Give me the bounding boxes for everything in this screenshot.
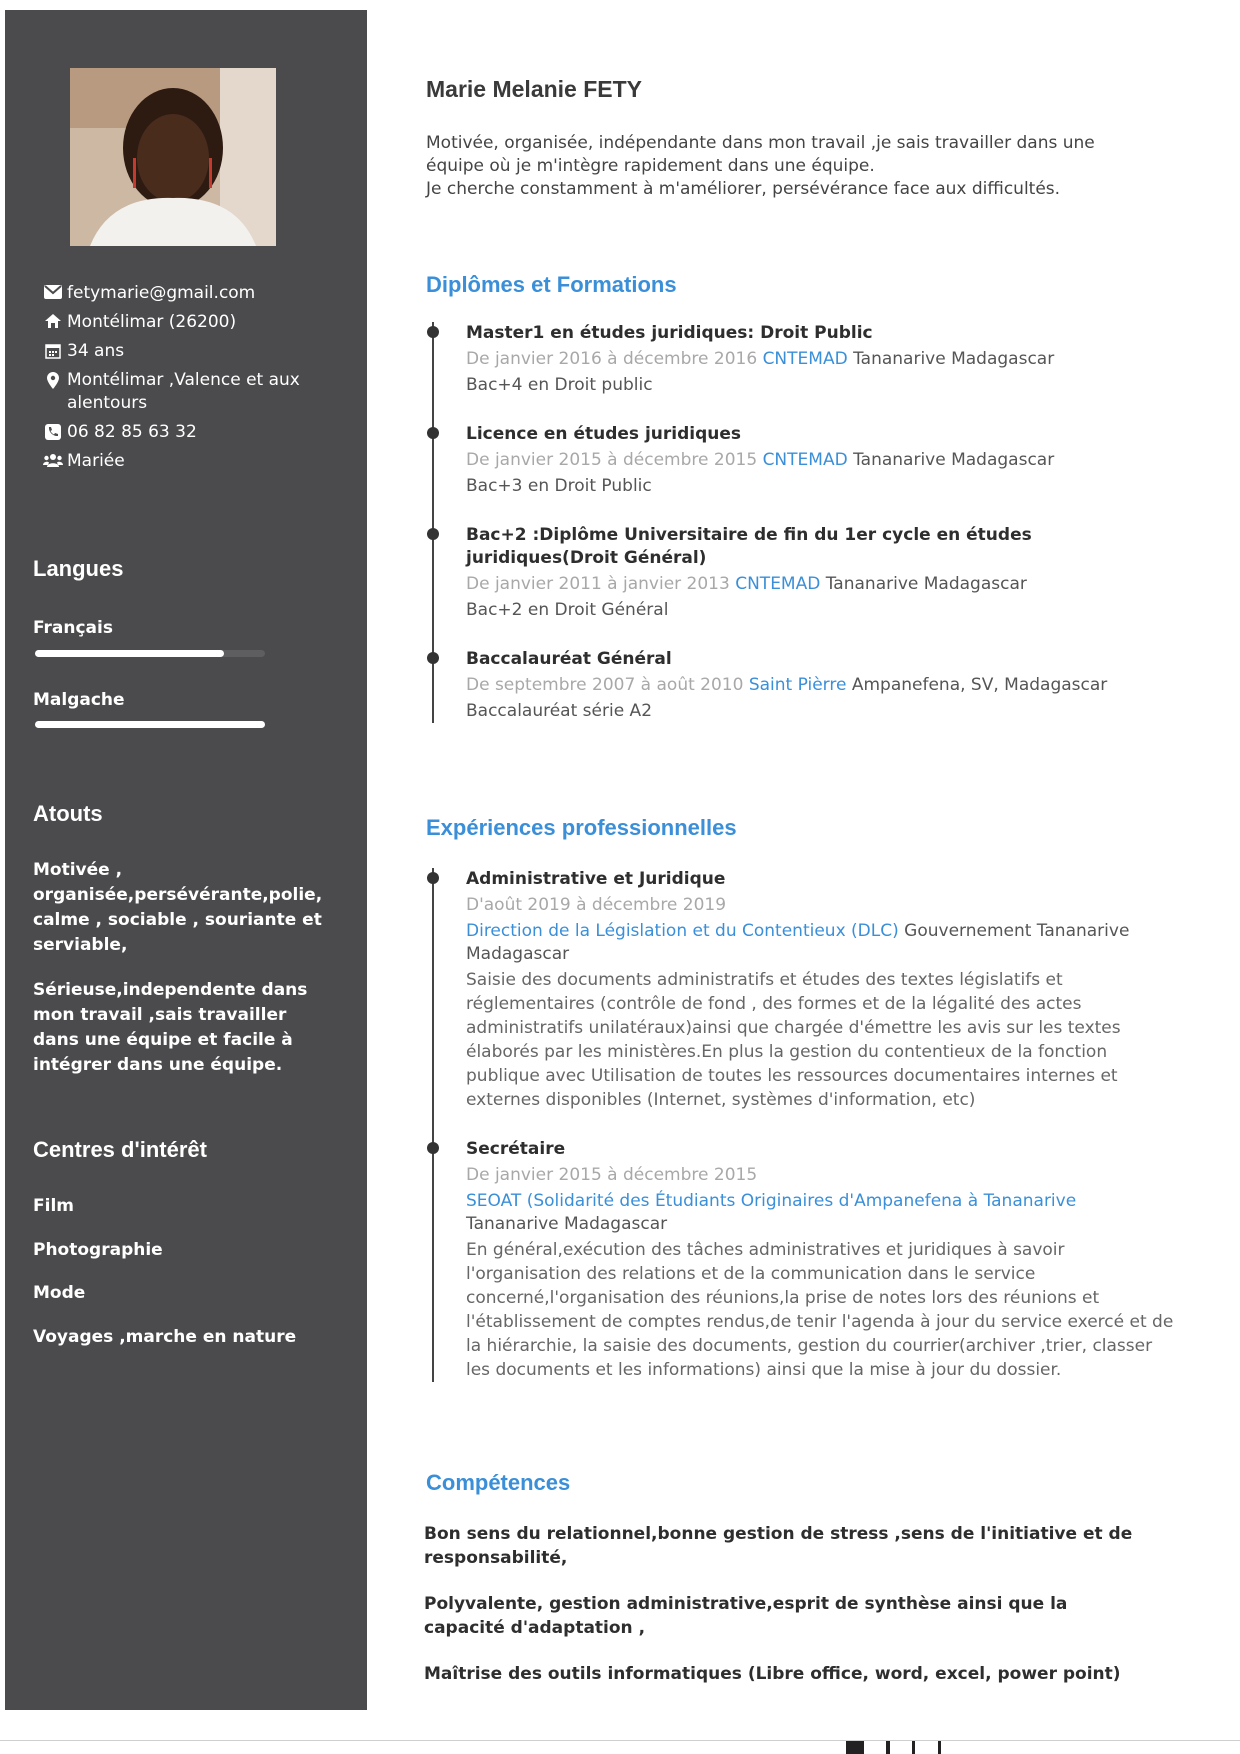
education-title: Baccalauréat Général xyxy=(466,649,672,669)
home-icon xyxy=(39,311,67,328)
interest-item: Film xyxy=(33,1196,74,1216)
education-timeline xyxy=(432,322,1156,723)
education-detail: Bac+2 en Droit Général xyxy=(466,600,669,620)
education-heading: Diplômes et Formations xyxy=(426,272,677,297)
contact-mobility-text: Montélimar ,Valence et aux alentours xyxy=(67,370,300,413)
users-icon xyxy=(39,450,67,467)
education-detail: Bac+3 en Droit Public xyxy=(466,476,652,496)
language-name: Malgache xyxy=(33,690,125,710)
calendar-icon xyxy=(39,340,67,359)
education-place: Tananarive Madagascar xyxy=(853,450,1055,470)
education-school[interactable]: CNTEMAD xyxy=(762,349,848,369)
language-level-bar xyxy=(35,650,265,657)
education-meta xyxy=(466,674,1156,697)
education-detail: Bac+4 en Droit public xyxy=(466,375,653,395)
education-meta xyxy=(466,449,1156,472)
skill-item: Polyvalente, gestion administrative,esprit de synthèse ainsi que la capacité d'adaptation , xyxy=(424,1594,1068,1638)
education-place: Tananarive Madagascar xyxy=(853,349,1055,369)
summary xyxy=(426,132,1146,201)
scan-artifact xyxy=(846,1741,864,1754)
contact-list xyxy=(39,282,339,479)
contact-phone[interactable] xyxy=(39,421,339,444)
education-school[interactable]: CNTEMAD xyxy=(762,450,848,470)
experience-dates: De janvier 2015 à décembre 2015 xyxy=(466,1165,758,1185)
education-school[interactable]: Saint Pièrre xyxy=(748,675,847,695)
phone-icon xyxy=(39,421,67,440)
education-item xyxy=(434,322,1156,397)
education-title: Master1 en études juridiques: Droit Public xyxy=(466,323,873,343)
timeline-dot xyxy=(427,1142,439,1154)
experience-heading: Expériences professionnelles xyxy=(426,815,737,840)
atouts-paragraph: Motivée , organisée,persévérante,polie, calme , sociable , souriante et serviable, xyxy=(33,860,323,955)
experience-org[interactable]: SEOAT (Solidarité des Étudiants Originaires d'Ampanefena à Tananarive xyxy=(466,1191,1077,1211)
education-meta xyxy=(466,573,1156,596)
summary-line: Motivée, organisée, indépendante dans mon travail ,je sais travailler dans une xyxy=(426,133,1095,153)
envelope-icon xyxy=(39,282,67,299)
contact-phone-text: 06 82 85 63 32 xyxy=(67,422,197,442)
page-divider xyxy=(0,1740,1240,1741)
summary-line: Je cherche constamment à m'améliorer, persévérance face aux difficultés. xyxy=(426,179,1061,199)
skills-heading: Compétences xyxy=(426,1470,571,1495)
timeline-dot xyxy=(427,427,439,439)
contact-status-text: Mariée xyxy=(67,451,125,471)
experience-description: En général,exécution des tâches administratives et juridiques à savoir l'organisation des relations et de la communication dans le service concerné,l'organisation des réunions,la prise de notes lors des réunions et l'établissement de comptes rendus,de tenir l'agenda à jour du service exercé et de la hiérarchie, la saisie des documents, gestion du courrier(archiver ,trier, classer les documents et les informations) ainsi que la mise à jour du dossier. xyxy=(466,1240,1174,1380)
education-item xyxy=(434,524,1156,622)
experience-title: Administrative et Juridique xyxy=(466,869,726,889)
atouts-paragraph: Sérieuse,independente dans mon travail ,sais travailler dans une équipe et facile à intégrer dans une équipe. xyxy=(33,980,308,1075)
language-level-bar xyxy=(35,721,265,728)
experience-item xyxy=(434,1138,1174,1382)
contact-mobility xyxy=(39,369,339,415)
summary-line: équipe où je m'intègre rapidement dans une équipe. xyxy=(426,156,875,176)
education-dates: De janvier 2015 à décembre 2015 xyxy=(466,450,758,470)
timeline-dot xyxy=(427,326,439,338)
scan-artifact xyxy=(938,1741,941,1754)
language-level-fill xyxy=(35,721,265,728)
experience-item xyxy=(434,868,1174,1112)
education-dates: De septembre 2007 à août 2010 xyxy=(466,675,744,695)
education-dates: De janvier 2011 à janvier 2013 xyxy=(466,574,730,594)
contact-age xyxy=(39,340,339,363)
atouts-heading: Atouts xyxy=(33,801,103,826)
language-name: Français xyxy=(33,618,113,638)
interest-item: Mode xyxy=(33,1283,86,1303)
location-pin-icon xyxy=(39,369,67,389)
education-school[interactable]: CNTEMAD xyxy=(735,574,821,594)
skill-item: Maîtrise des outils informatiques (Libre office, word, excel, power point) xyxy=(424,1664,1121,1684)
education-item xyxy=(434,648,1156,723)
scan-artifact xyxy=(912,1741,915,1754)
education-item xyxy=(434,423,1156,498)
candidate-name: Marie Melanie FETY xyxy=(426,76,643,102)
contact-age-text: 34 ans xyxy=(67,341,125,361)
profile-photo-image xyxy=(70,68,276,246)
timeline-dot xyxy=(427,528,439,540)
education-meta xyxy=(466,348,1156,371)
experience-employer xyxy=(466,1190,1174,1236)
experience-title: Secrétaire xyxy=(466,1139,566,1159)
education-dates: De janvier 2016 à décembre 2016 xyxy=(466,349,758,369)
contact-email-text: fetymarie@gmail.com xyxy=(67,283,256,303)
contact-status xyxy=(39,450,339,473)
experience-place: Tananarive Madagascar xyxy=(466,1214,668,1234)
interest-item: Photographie xyxy=(33,1240,163,1260)
education-place: Ampanefena, SV, Madagascar xyxy=(851,675,1108,695)
languages-heading: Langues xyxy=(33,556,124,581)
education-title: Bac+2 :Diplôme Universitaire de fin du 1er cycle en études juridiques(Droit Général) xyxy=(466,525,1032,568)
experience-timeline xyxy=(432,868,1174,1382)
contact-email[interactable] xyxy=(39,282,339,305)
experience-dates: D'août 2019 à décembre 2019 xyxy=(466,895,727,915)
education-detail: Baccalauréat série A2 xyxy=(466,701,653,721)
experience-org[interactable]: Direction de la Législation et du Contentieux (DLC) xyxy=(466,921,899,941)
sidebar xyxy=(5,10,367,1710)
contact-address-text: Montélimar (26200) xyxy=(67,312,237,332)
scan-artifact xyxy=(886,1741,890,1754)
education-title: Licence en études juridiques xyxy=(466,424,741,444)
experience-employer xyxy=(466,920,1174,966)
timeline-dot xyxy=(427,652,439,664)
profile-photo xyxy=(70,68,276,246)
experience-description: Saisie des documents administratifs et études des textes législatifs et réglementaires (contrôle de fond , des formes et de la légalité des actes administratifs unilatéraux)ainsi que chargée d'émettre les avis sur les textes élaborés par les ministères.En plus la gestion du contentieux de la fonction publique avec Utilisation de toutes les ressources documentaires internes et externes disponibles (Internet, systèmes d'information, etc) xyxy=(466,970,1121,1110)
interest-item: Voyages ,marche en nature xyxy=(33,1327,297,1347)
contact-address xyxy=(39,311,339,334)
timeline-dot xyxy=(427,872,439,884)
interests-heading: Centres d'intérêt xyxy=(33,1137,207,1162)
education-place: Tananarive Madagascar xyxy=(825,574,1027,594)
language-level-fill xyxy=(35,650,224,657)
experience-place: Gouvernement Tananarive Madagascar xyxy=(466,921,1130,964)
skill-item: Bon sens du relationnel,bonne gestion de stress ,sens de l'initiative et de responsabilité, xyxy=(424,1524,1133,1568)
